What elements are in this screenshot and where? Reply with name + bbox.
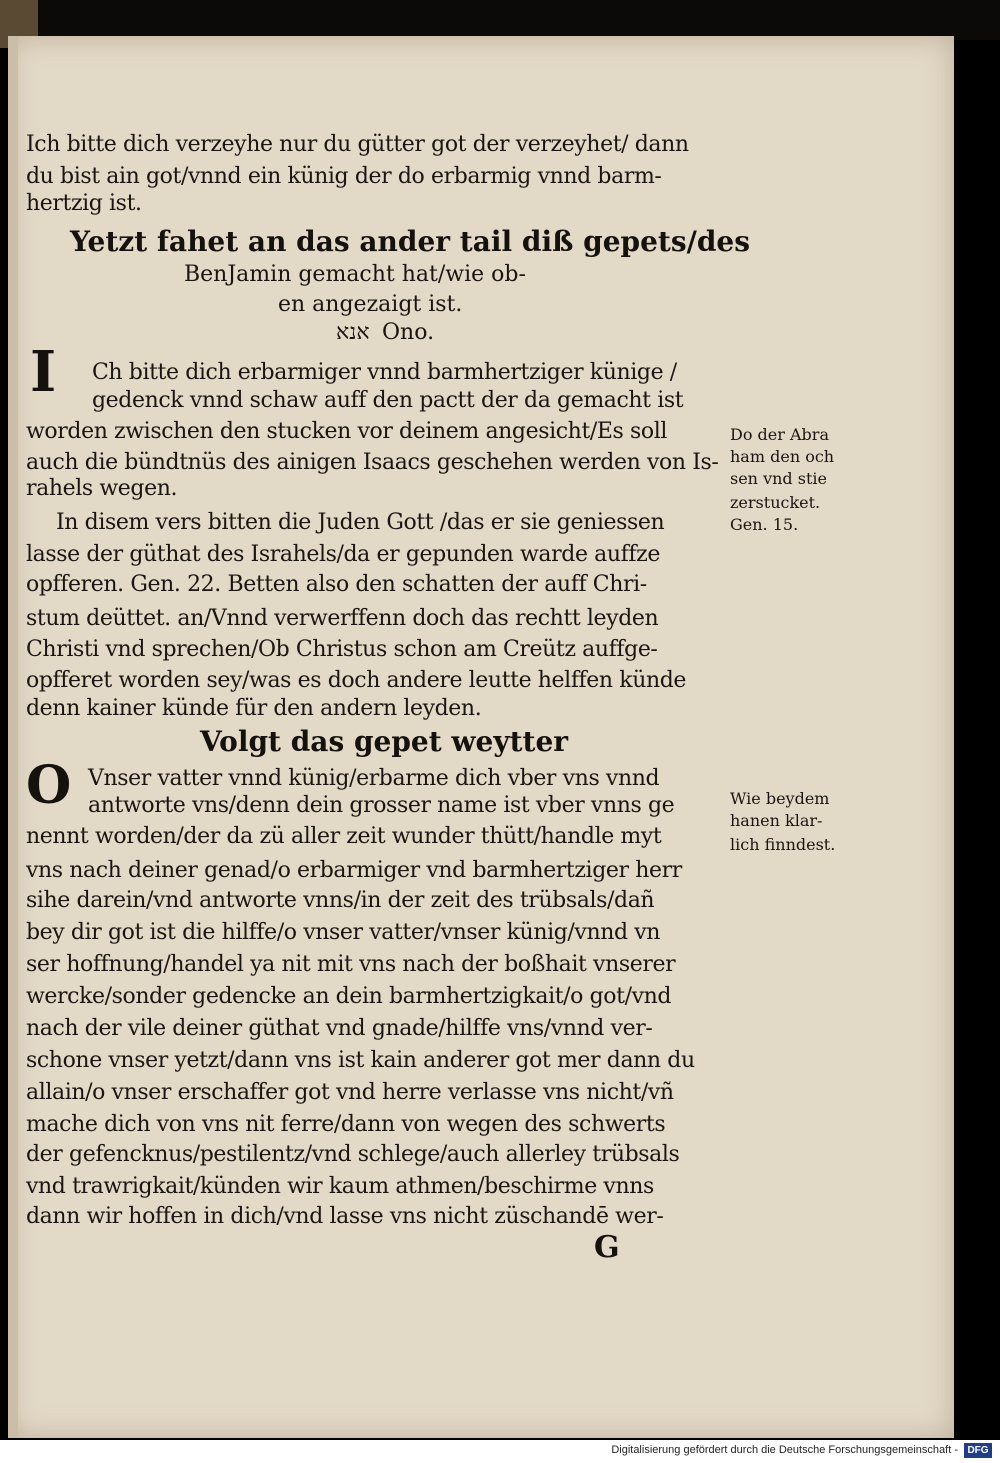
text-line: antworte vns/denn dein grosser name ist vber vnns ge (88, 793, 675, 818)
text-line: denn kainer künde für den andern leyden. (26, 696, 482, 721)
signature-mark: G (594, 1230, 620, 1265)
text-line: vnd trawrigkait/künden wir kaum athmen/beschirme vnns (26, 1174, 654, 1199)
book-page (8, 36, 954, 1438)
text-line: bey dir got ist die hilffe/o vnser vatter/vnser künig/vnnd vn (26, 920, 661, 945)
heading-subline: BenJamin gemacht hat/wie ob- (184, 262, 526, 287)
scan-border-top (0, 0, 1000, 40)
text-line: sihe darein/vnd antworte vnns/in der zeit des trübsals/dañ (26, 888, 655, 913)
margin-note: lich finndest. (730, 835, 836, 854)
text-line: Christi vnd sprechen/Ob Christus schon am Creütz auffge- (26, 637, 658, 662)
text-line: Ich bitte dich verzeyhe nur du gütter got der verzeyhet/ dann (26, 132, 689, 157)
text-line: nennt worden/der da zü aller zeit wunder thütt/handle myt (26, 824, 662, 849)
text-line: In disem vers bitten die Juden Gott /das er sie geniessen (56, 510, 665, 535)
text-line: du bist ain got/vnnd ein künig der do erbarmig vnnd barm- (26, 164, 662, 189)
text-line: rahels wegen. (26, 476, 178, 501)
text-line: vns nach deiner genad/o erbarmiger vnd barmhertziger herr (26, 858, 682, 883)
text-line: stum deüttet. an/Vnnd verwerffenn doch das rechtt leyden (26, 606, 659, 631)
margin-note: Do der Abra (730, 425, 829, 444)
page-edge (8, 36, 18, 1438)
funding-notice: Digitalisierung gefördert durch die Deutsche Forschungsgemeinschaft - (611, 1444, 958, 1456)
margin-note: hanen klar- (730, 811, 823, 830)
text-line: nach der vile deiner güthat vnd gnade/hilffe vns/vnnd ver- (26, 1016, 653, 1041)
text-line: worden zwischen den stucken vor deinem angesicht/Es soll (26, 419, 668, 444)
margin-note: zerstucket. (730, 493, 821, 512)
dfg-logo[interactable]: DFG (964, 1443, 992, 1458)
hebrew-word: אנא (336, 320, 370, 345)
text-line: Ch bitte dich erbarmiger vnnd barmhertziger künige / (92, 360, 677, 385)
margin-note: ham den och (730, 447, 835, 466)
footer-bar (0, 1440, 1000, 1463)
text-line: Vnser vatter vnnd künig/erbarme dich vber vns vnnd (88, 766, 660, 791)
section-heading: Yetzt fahet an das ander tail diß gepets/des (70, 225, 750, 258)
drop-cap: O (26, 755, 72, 816)
text-line: opfferen. Gen. 22. Betten also den schatten der auff Chri- (26, 572, 647, 597)
text-line: lasse der güthat des Israhels/da er gepunden warde auffze (26, 542, 660, 567)
heading-subline: en angezaigt ist. (278, 292, 463, 317)
text-line: wercke/sonder gedencke an dein barmhertzigkait/o got/vnd (26, 984, 672, 1009)
text-line: schone vnser yetzt/dann vns ist kain anderer got mer dann du (26, 1048, 695, 1073)
text-line: dann wir hoffen in dich/vnd lasse vns nicht züschandē wer- (26, 1204, 664, 1229)
text-line: opfferet worden sey/was es doch andere leutte helffen künde (26, 668, 687, 693)
margin-note: Gen. 15. (730, 515, 799, 534)
text-line: hertzig ist. (26, 191, 142, 216)
text-line: allain/o vnser erschaffer got vnd herre verlasse vns nicht/vñ (26, 1080, 674, 1105)
text-line: mache dich von vns nit ferre/dann von wegen des schwerts (26, 1112, 666, 1137)
text-line: der gefencknus/pestilentz/vnd schlege/auch allerley trübsals (26, 1142, 680, 1167)
margin-note: sen vnd stie (730, 469, 827, 488)
text-line: auch die bündtnüs des ainigen Isaacs geschehen werden von Is- (26, 450, 719, 475)
section-heading: Volgt das gepet weytter (200, 725, 569, 758)
drop-cap: I (30, 339, 57, 405)
text-line: ser hoffnung/handel ya nit mit vns nach der boßhait vnserer (26, 952, 676, 977)
margin-note: Wie beydem (730, 789, 830, 808)
text-line: gedenck vnnd schaw auff den pactt der da gemacht ist (92, 388, 684, 413)
hebrew-transliteration: Ono. (382, 320, 435, 345)
